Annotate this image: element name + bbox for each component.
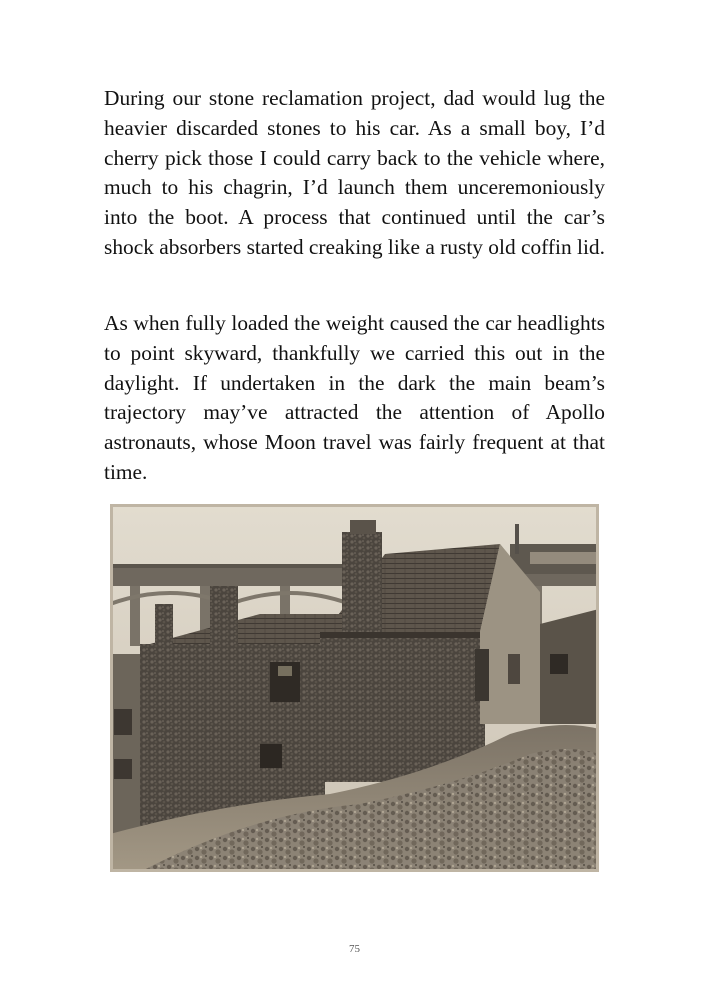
old-stone-buildings-photo [110, 504, 599, 872]
page-number: 75 [349, 943, 360, 955]
paragraph-2: As when fully loaded the weight caused the car headlights to point skyward, thankfully we carried this out in the daylight. If undertaken in the dark the main beam’s trajectory may’ve attracted the attention of Apollo astronauts, whose Moon travel was fairly frequent at that time. [104, 311, 605, 484]
paragraph-1: During our stone reclamation project, dad would lug the heavier discarded stones to his car. As a small boy, I’d cherry pick those I could carry back to the vehicle where, much to his chagrin, I’d launch them unceremoniously into the boot. A process that continued until the car’s shock absorbers started creaking like a rusty old coffin lid. [104, 86, 605, 259]
